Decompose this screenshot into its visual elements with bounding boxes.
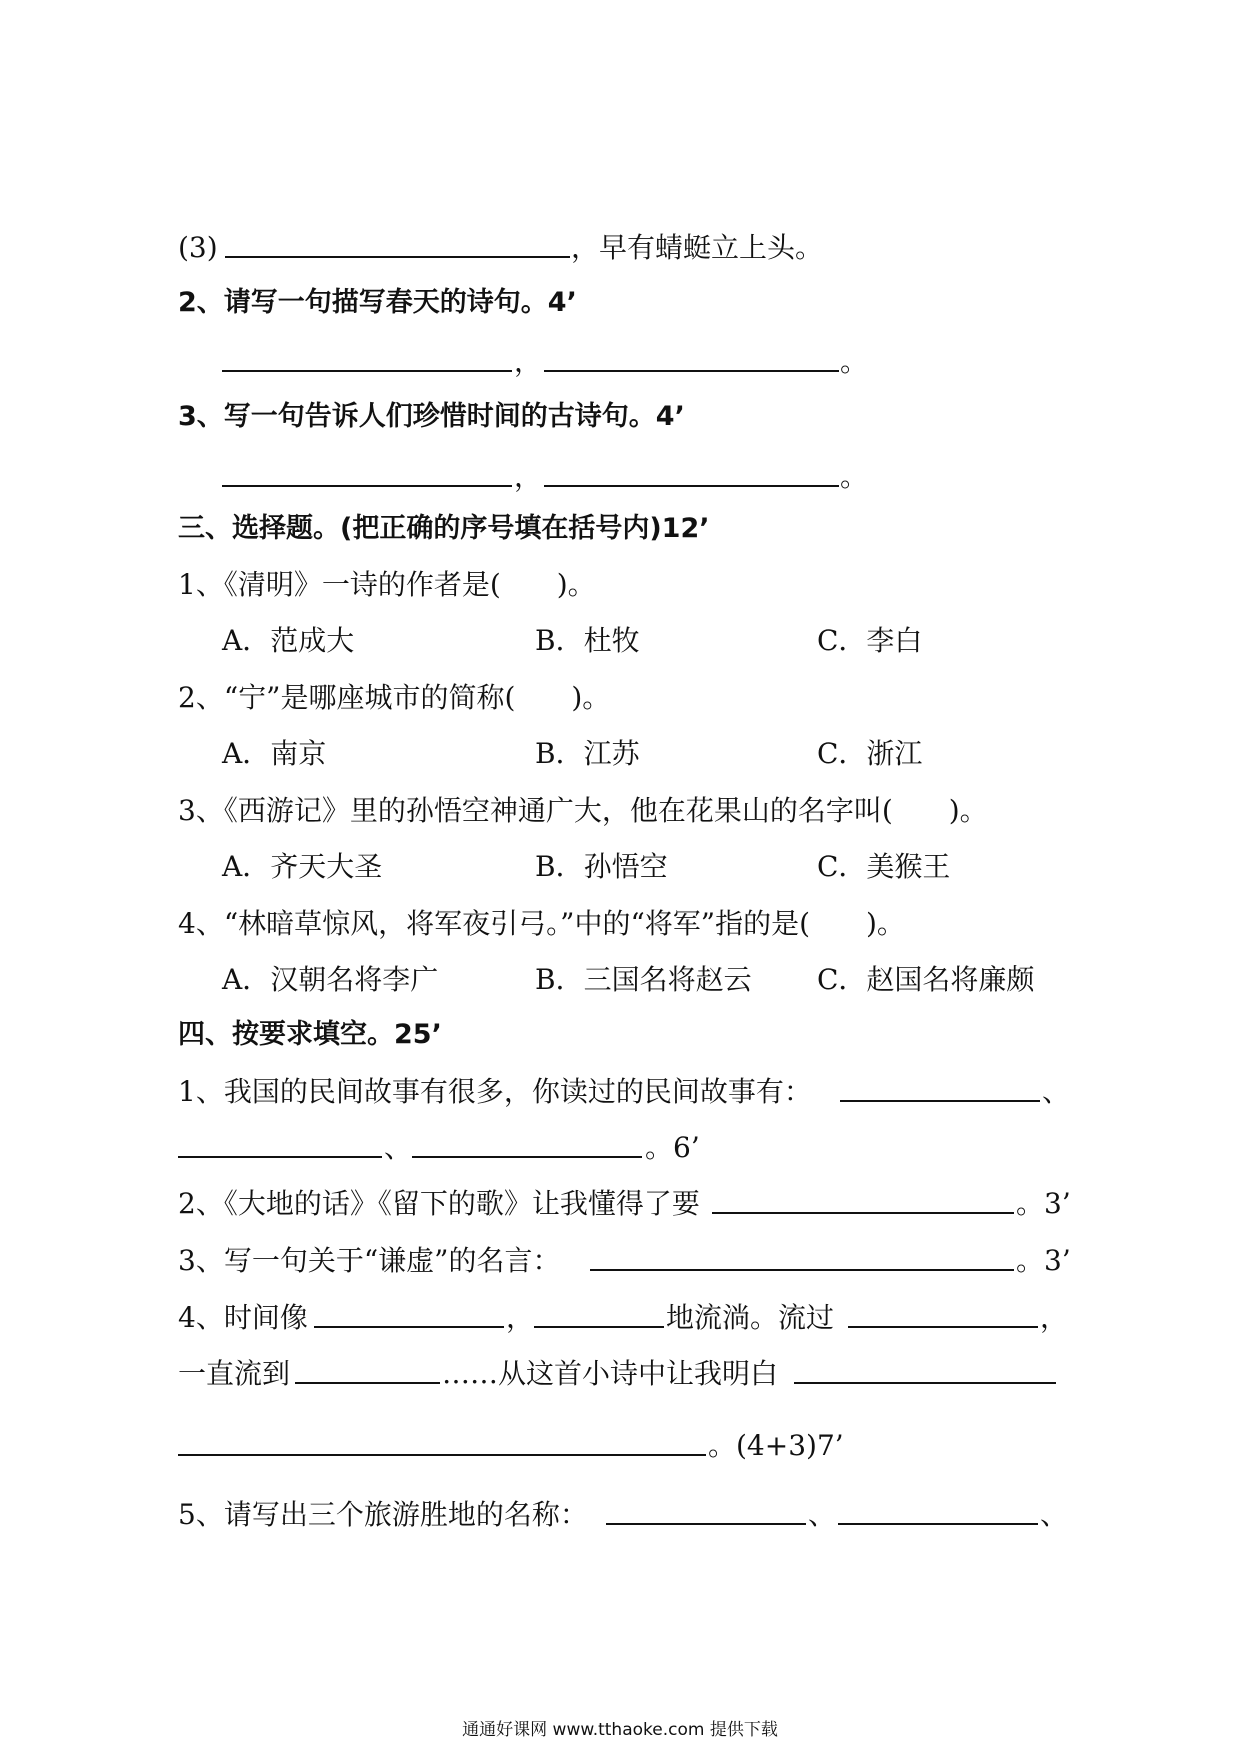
option-c[interactable]: C．浙江 xyxy=(817,737,923,770)
option-c[interactable]: C．李白 xyxy=(817,624,923,657)
section-title: 三、选择题。(把正确的序号填在括号内)12’ xyxy=(178,513,710,544)
section-title: 四、按要求填空。25’ xyxy=(178,1019,442,1050)
question-text: 一直流到 xyxy=(178,1357,291,1390)
comma: ， xyxy=(506,1301,535,1334)
blank[interactable] xyxy=(534,1296,664,1328)
blank[interactable] xyxy=(590,1239,1014,1271)
blank[interactable] xyxy=(295,1352,440,1384)
option-a[interactable]: A．汉朝名将李广 xyxy=(222,963,439,996)
question-text: 2、《大地的话》《留下的歌》让我懂得了要 xyxy=(178,1187,700,1220)
question-text: 1、我国的民间故事有很多，你读过的民间故事有： xyxy=(178,1075,812,1108)
comma: ， xyxy=(514,460,543,493)
blank[interactable] xyxy=(848,1296,1038,1328)
option-a[interactable]: A．南京 xyxy=(222,737,327,770)
blank[interactable] xyxy=(840,1070,1040,1102)
separator: 、 xyxy=(1042,1075,1071,1108)
page-footer: 通通好课网 www.tthaoke.com 提供下载 xyxy=(462,1720,778,1740)
blank[interactable] xyxy=(712,1182,1014,1214)
blank[interactable] xyxy=(412,1126,642,1158)
separator: 、 xyxy=(808,1498,837,1531)
option-a[interactable]: A．齐天大圣 xyxy=(222,850,383,883)
blank[interactable] xyxy=(178,1424,706,1456)
option-b[interactable]: B．江苏 xyxy=(535,737,640,770)
score: 。6’ xyxy=(645,1131,700,1164)
poem-number: (3) xyxy=(178,231,218,264)
blank[interactable] xyxy=(606,1493,806,1525)
option-a[interactable]: A．范成大 xyxy=(222,624,355,657)
period: 。 xyxy=(840,460,869,493)
question-text: 3、写一句关于“谦虚”的名言： xyxy=(178,1244,561,1277)
blank[interactable] xyxy=(544,340,839,372)
blank[interactable] xyxy=(178,1126,382,1158)
blank[interactable] xyxy=(222,340,512,372)
question-text: 4、时间像 xyxy=(178,1301,308,1334)
blank[interactable] xyxy=(544,455,839,487)
option-b[interactable]: B．孙悟空 xyxy=(535,850,668,883)
score: 。(4+3)7’ xyxy=(708,1429,844,1462)
period: 。 xyxy=(840,345,869,378)
question-title: 2、请写一句描写春天的诗句。4’ xyxy=(178,287,577,318)
score: 。3’ xyxy=(1016,1244,1071,1277)
blank[interactable] xyxy=(222,455,512,487)
question-text: 地流淌。流过 xyxy=(666,1301,835,1334)
comma: ， xyxy=(1040,1301,1069,1334)
poem-tail: ，早有蜻蜓立上头。 xyxy=(571,231,824,264)
option-b[interactable]: B．杜牧 xyxy=(535,624,640,657)
question-stem: 1、《清明》一诗的作者是( )。 xyxy=(178,568,596,601)
score: 。3’ xyxy=(1016,1187,1071,1220)
option-c[interactable]: C．美猴王 xyxy=(817,850,951,883)
option-c[interactable]: C．赵国名将廉颇 xyxy=(817,963,1035,996)
question-text: ……从这首小诗中让我明白 xyxy=(442,1357,779,1390)
separator: 、 xyxy=(1040,1498,1069,1531)
comma: ， xyxy=(514,345,543,378)
option-b[interactable]: B．三国名将赵云 xyxy=(535,963,752,996)
separator: 、 xyxy=(384,1131,413,1164)
blank[interactable] xyxy=(225,226,570,258)
question-stem: 3、《西游记》里的孙悟空神通广大，他在花果山的名字叫( )。 xyxy=(178,794,988,827)
blank[interactable] xyxy=(794,1352,1056,1384)
question-stem: 2、“宁”是哪座城市的简称( )。 xyxy=(178,681,611,714)
question-stem: 4、“林暗草惊风，将军夜引弓。”中的“将军”指的是( )。 xyxy=(178,907,905,940)
question-title: 3、写一句告诉人们珍惜时间的古诗句。4’ xyxy=(178,401,685,432)
blank[interactable] xyxy=(838,1493,1038,1525)
question-text: 5、请写出三个旅游胜地的名称： xyxy=(178,1498,588,1531)
blank[interactable] xyxy=(314,1296,504,1328)
